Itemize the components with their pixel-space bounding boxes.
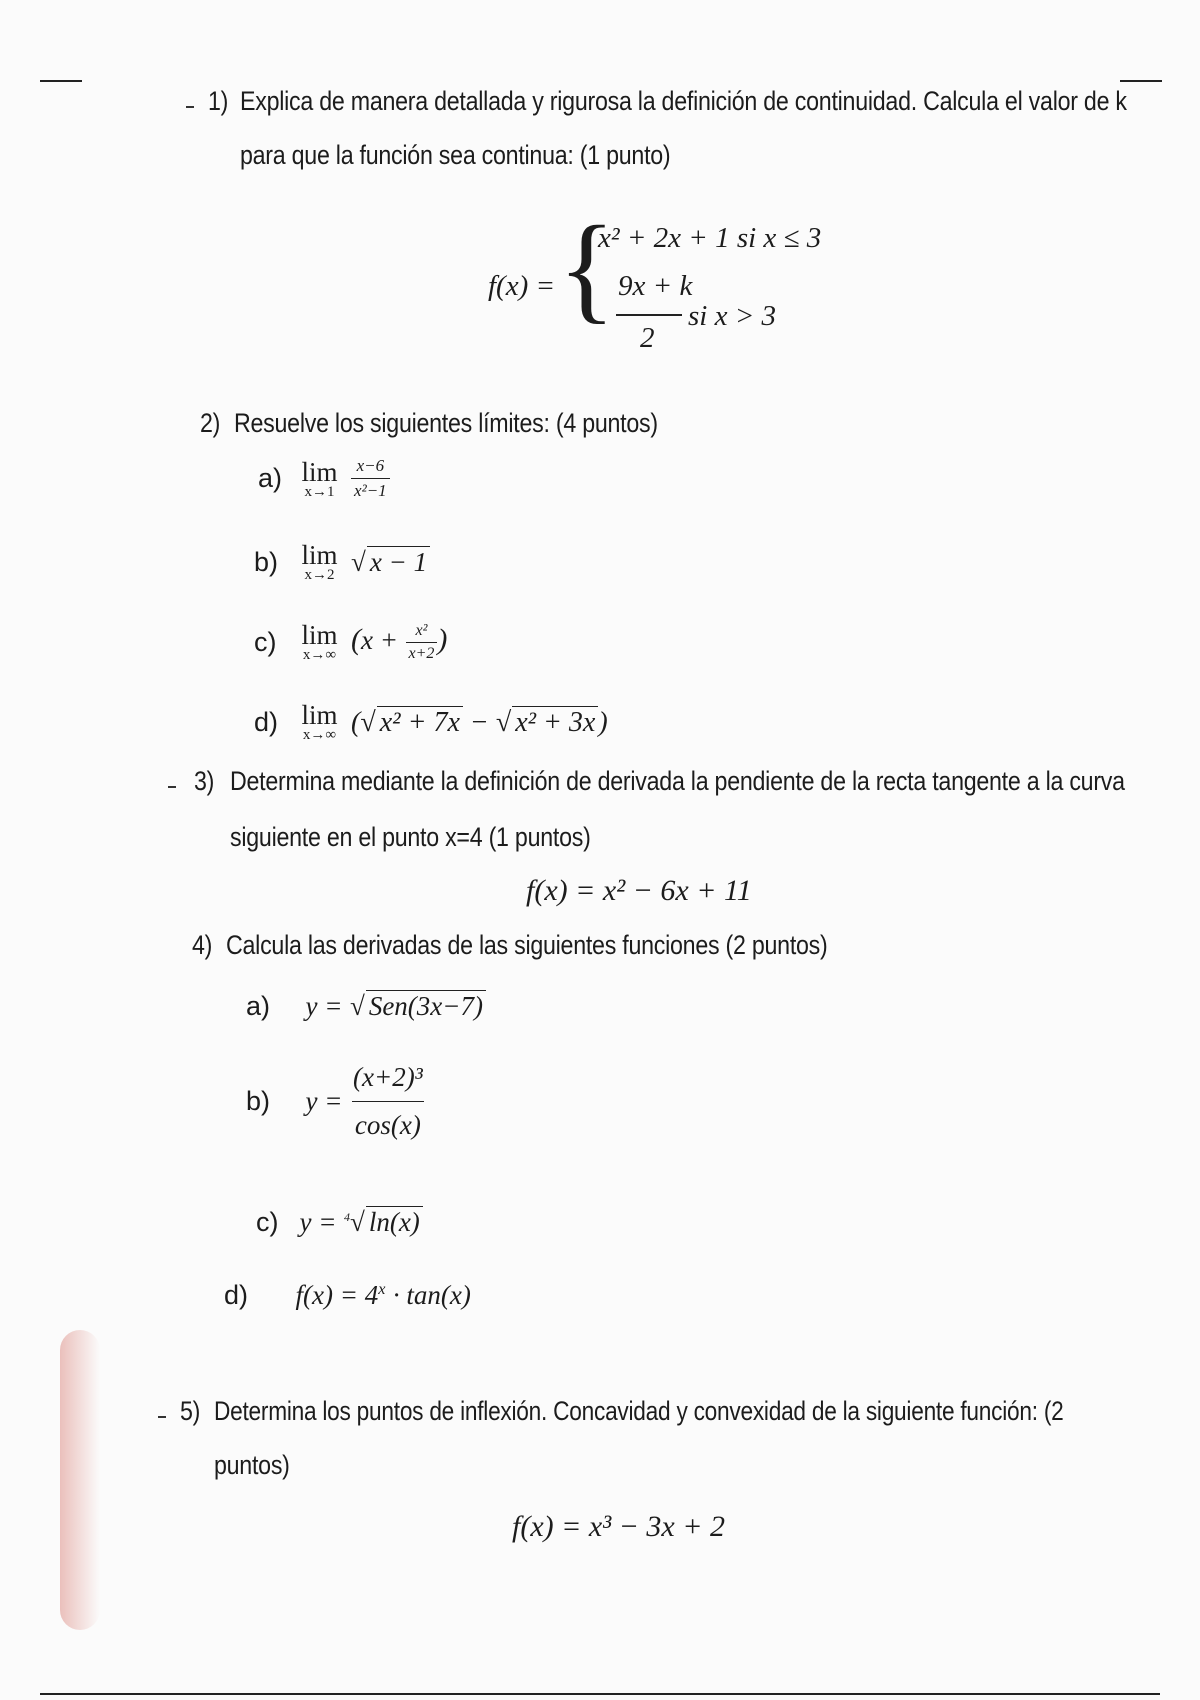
left-edge-mark xyxy=(40,80,82,82)
lim-sub: x→∞ xyxy=(302,647,337,663)
radicand-2: x² + 3x xyxy=(512,706,598,739)
q4-c-label: c) xyxy=(256,1207,279,1237)
denominator: x²−1 xyxy=(351,478,390,501)
q2-c-fraction xyxy=(406,622,438,663)
q4-a-root xyxy=(350,991,486,1021)
q3-text-line1: Determina mediante la definición de derivada la pendiente de la recta tangente a la curva xyxy=(230,766,1125,796)
q5-number: 5) xyxy=(180,1396,201,1426)
q4-item-c xyxy=(256,1206,423,1238)
red-stamp-mark xyxy=(60,1330,100,1630)
q2-item-b xyxy=(254,540,430,584)
q2-a-label: a) xyxy=(258,463,283,493)
q2-a-fraction xyxy=(351,456,390,501)
lim-word: lim xyxy=(301,620,338,650)
q2-d-expr: (√ x² + 7x − √ x² + 3x ) xyxy=(351,706,608,738)
sqrt-icon: √ xyxy=(360,706,376,738)
bottom-rule xyxy=(40,1693,1160,1695)
q4-item-b xyxy=(246,1062,426,1141)
numerator: x² xyxy=(415,621,428,639)
q1-number: 1) xyxy=(208,86,229,116)
q1-fraction-bar xyxy=(616,314,682,316)
q3-formula: f(x) = x² − 6x + 11 xyxy=(526,874,752,907)
sqrt-icon: √ xyxy=(495,706,512,738)
q2-text: Resuelve los siguientes límites: (4 puntos) xyxy=(234,408,658,438)
radicand: ln(x) xyxy=(366,1206,423,1238)
q2-c-lim xyxy=(302,620,338,664)
q1-case1: x² + 2x + 1 si x ≤ 3 xyxy=(598,222,822,254)
q3-text-line2: siguiente en el punto x=4 (1 puntos) xyxy=(230,822,591,852)
q1-text-line1: Explica de manera detallada y rigurosa la definición de continuidad. Calcula el valor de k xyxy=(240,86,1127,116)
q1-case2-cond: si x > 3 xyxy=(688,300,777,332)
q2-number: 2) xyxy=(200,408,221,438)
q2-c-label: c) xyxy=(254,626,277,657)
denominator: x+2 xyxy=(406,642,438,663)
q1-brace: { xyxy=(558,201,616,334)
right-edge-mark xyxy=(1120,80,1162,82)
lim-word: lim xyxy=(301,456,338,487)
q4-a-label: a) xyxy=(246,991,271,1021)
q4-c-lhs: y = xyxy=(299,1207,337,1237)
q2-d-label: d) xyxy=(254,706,279,737)
radicand: Sen(3x−7) xyxy=(366,990,486,1022)
radicand-1: x² + 7x xyxy=(377,706,463,739)
root-index: 4 xyxy=(344,1210,350,1224)
q2-item-d xyxy=(254,700,608,744)
lim-sub: x→1 xyxy=(304,483,335,500)
q2-item-c xyxy=(254,620,447,664)
q2-a-lim xyxy=(302,457,338,501)
lim-word: lim xyxy=(301,540,338,570)
radicand: x − 1 xyxy=(367,546,430,578)
q2-d-lim xyxy=(302,700,338,744)
q4-b-fraction xyxy=(350,1062,426,1141)
q1-case2-num: 9x + k xyxy=(618,270,693,302)
prefix: x + xyxy=(361,624,399,655)
margin-tick xyxy=(186,106,194,108)
q4-d-exponent: x xyxy=(378,1280,386,1298)
numerator: x−6 xyxy=(356,456,385,475)
root-icon: √ xyxy=(350,1207,365,1237)
q4-b-label: b) xyxy=(246,1086,271,1116)
q4-item-a xyxy=(246,990,486,1022)
margin-tick xyxy=(168,786,176,788)
q4-text: Calcula las derivadas de las siguientes funciones (2 puntos) xyxy=(226,930,828,960)
q1-lhs: f(x) = xyxy=(488,270,556,302)
q2-item-a xyxy=(258,456,390,501)
q5-text-line2: puntos) xyxy=(214,1450,290,1480)
numerator: (x+2)³ xyxy=(353,1062,423,1092)
q5-formula: f(x) = x³ − 3x + 2 xyxy=(512,1510,725,1543)
q2-b-lim xyxy=(302,540,338,584)
q2-b-label: b) xyxy=(254,546,279,577)
lim-sub: x→2 xyxy=(304,567,335,583)
lim-sub: x→∞ xyxy=(302,727,337,743)
sqrt-icon: √ xyxy=(351,547,366,577)
q4-number: 4) xyxy=(192,930,213,960)
q1-case2-den: 2 xyxy=(640,322,655,354)
lim-word: lim xyxy=(301,700,338,730)
q4-d-label: d) xyxy=(224,1280,249,1310)
q1-text-line2: para que la función sea continua: (1 punto) xyxy=(240,140,671,170)
q2-c-expr: (x + $\frac{\text{x²}}{x+2}$ ) xyxy=(351,621,448,662)
q4-b-lhs: y = xyxy=(305,1086,343,1116)
minus-sign: − xyxy=(469,706,489,738)
q4-c-root xyxy=(344,1207,423,1237)
q4-d-rest: · tan(x) xyxy=(392,1280,471,1310)
q5-text-line1: Determina los puntos de inflexión. Concavidad y convexidad de la siguiente función: (2 xyxy=(214,1396,1064,1426)
denominator: cos(x) xyxy=(352,1101,424,1141)
sqrt-icon: √ xyxy=(350,991,365,1021)
q3-number: 3) xyxy=(194,766,215,796)
margin-tick xyxy=(158,1416,166,1418)
q2-b-root xyxy=(351,547,430,577)
q4-d-lhs: f(x) = 4 xyxy=(295,1280,379,1310)
q4-item-d xyxy=(224,1280,471,1311)
q4-a-lhs: y = xyxy=(305,991,343,1021)
